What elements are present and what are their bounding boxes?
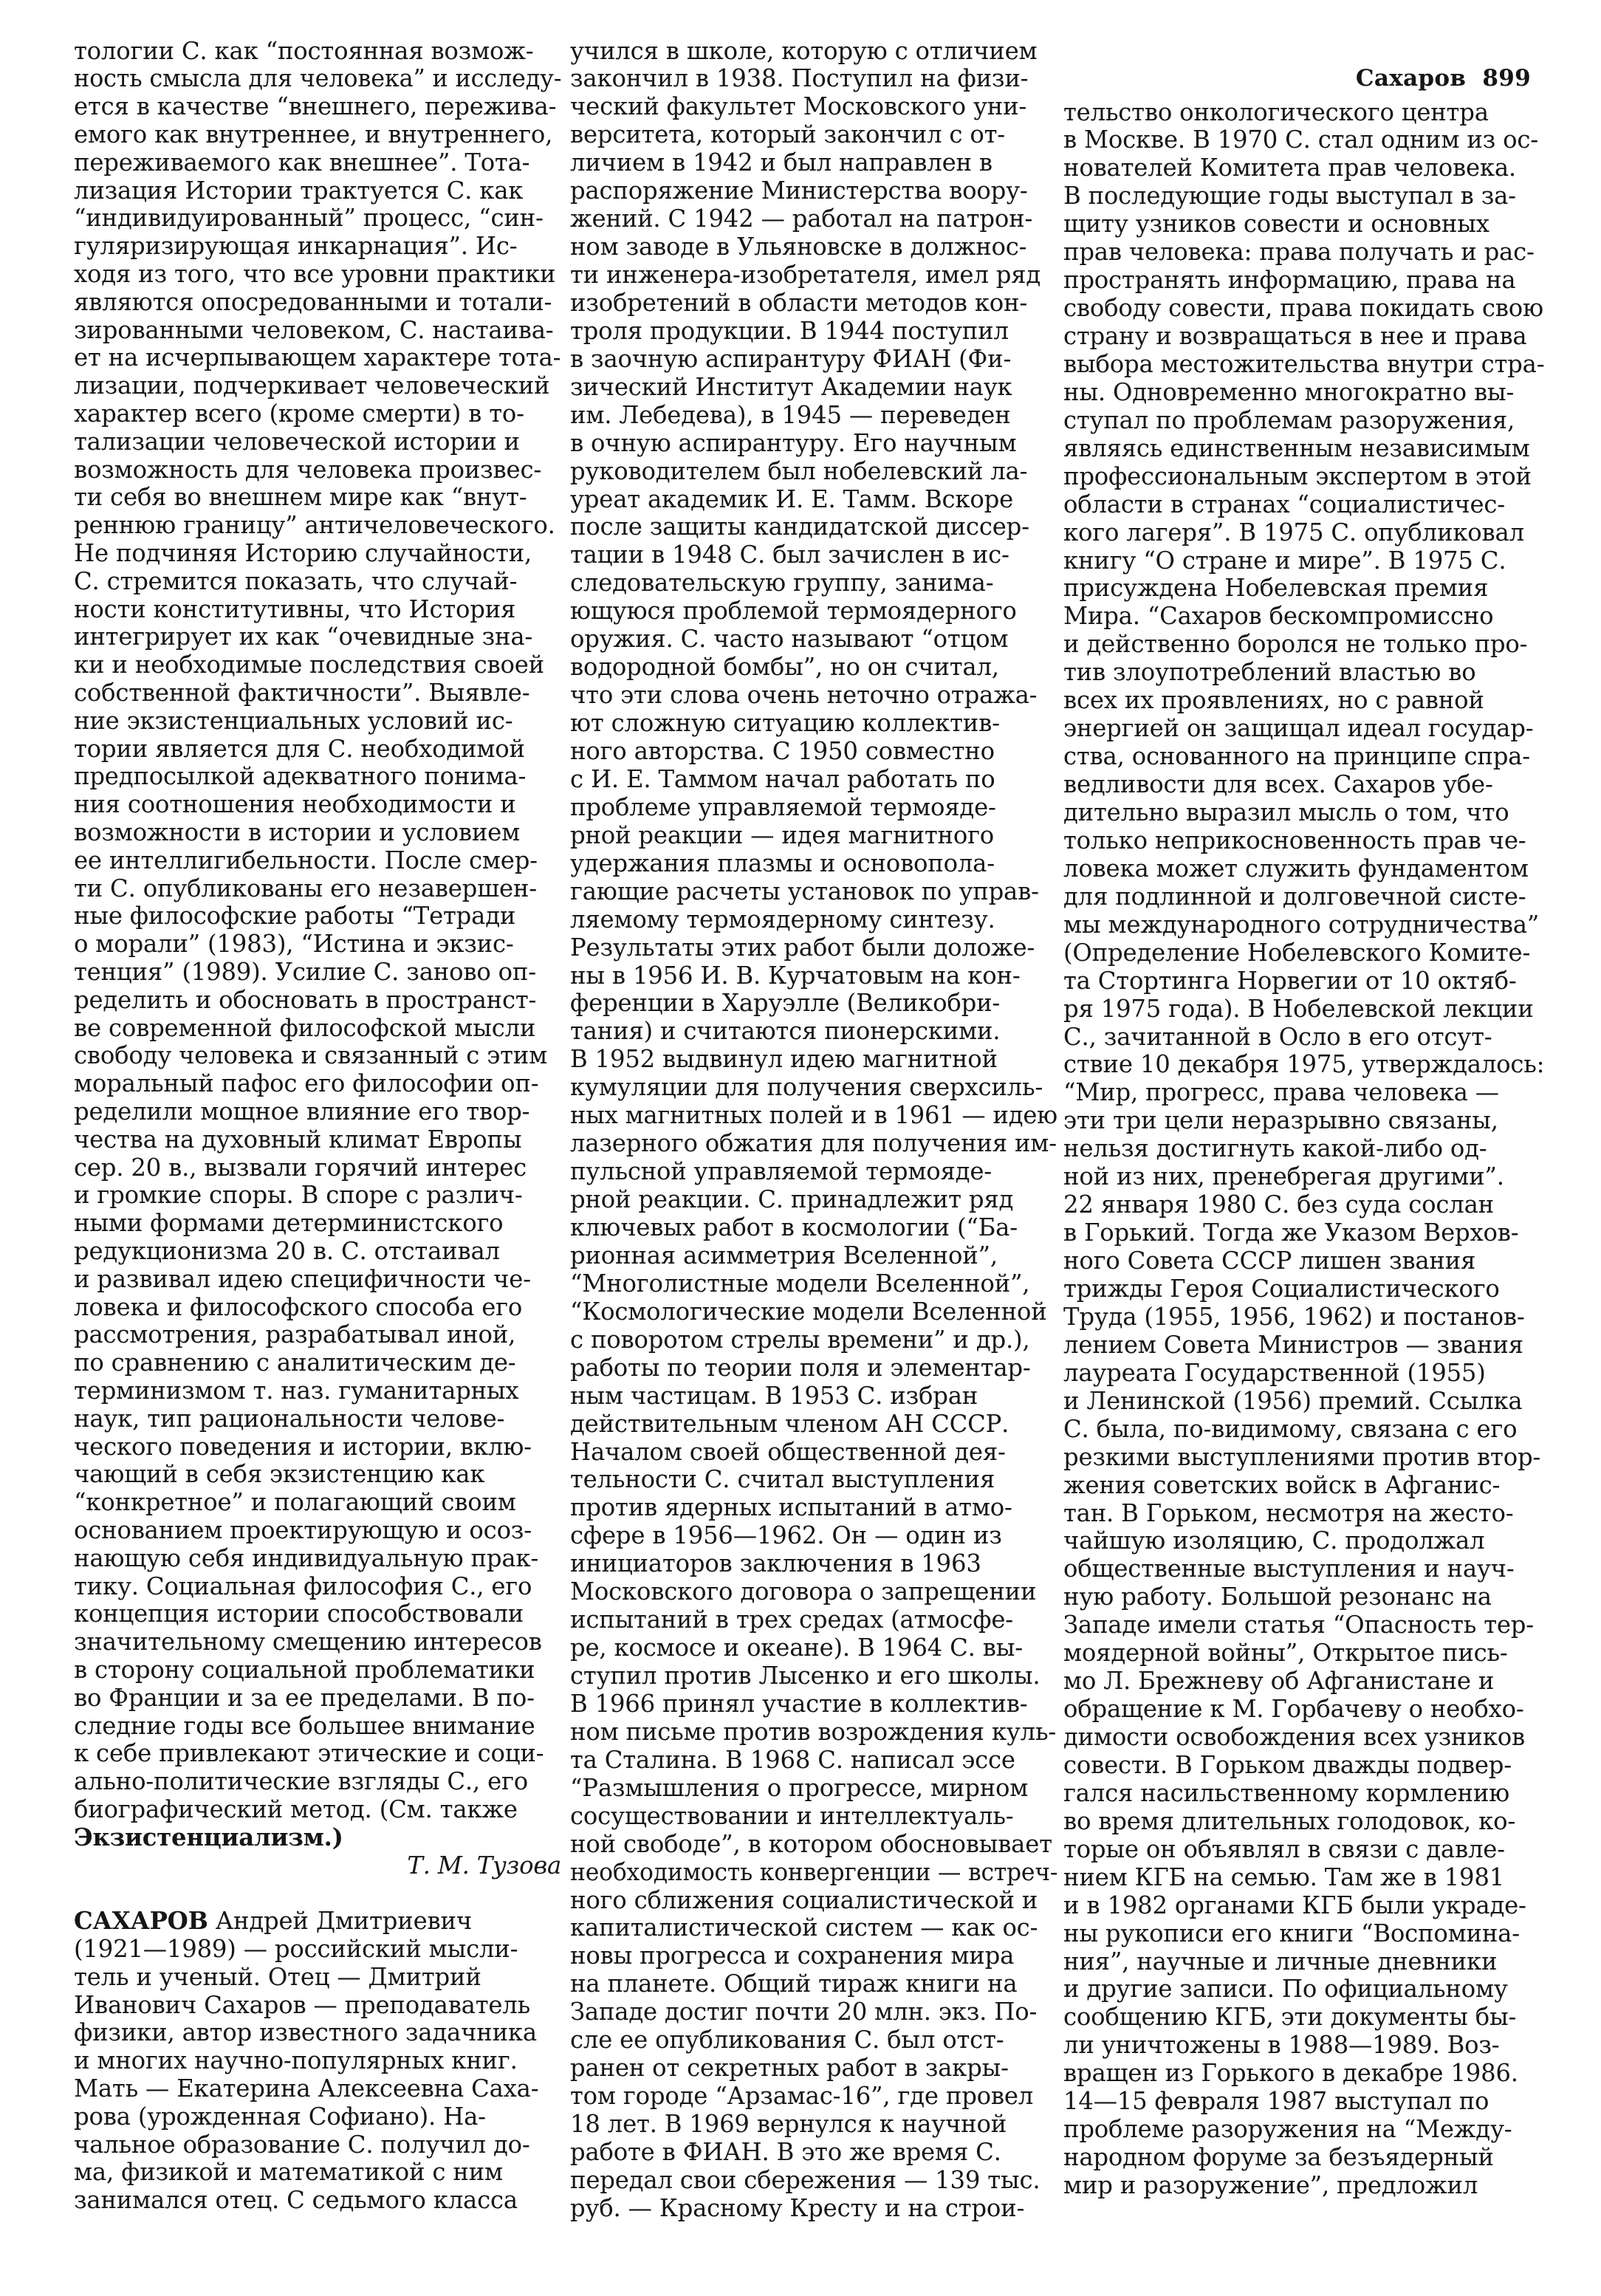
text-line: новы прогресса и сохранения мира [570, 1942, 1015, 1970]
text-line: с поворотом стрелы времени” и др.), [570, 1325, 1030, 1354]
text-line: вращен из Горького в декабре 1986. [1063, 2059, 1518, 2088]
text-line: ны. Одновременно многократно вы- [1063, 377, 1515, 406]
text-line: ступил против Лысенко и его школы. [570, 1662, 1041, 1690]
text-line: тории является для С. необходимой [74, 734, 525, 763]
text-line: тализации человеческой истории и [74, 427, 520, 456]
text-line: интегрирует их как “очевидные зна- [74, 623, 533, 651]
text-line: совести. В Горьком дважды подвер- [1063, 1750, 1512, 1779]
text-line: действительным членом АН СССР. [570, 1409, 1009, 1438]
text-line: оружия. С. часто называют “отцом [570, 625, 1009, 654]
text-line: резкими выступлениями против втор- [1063, 1442, 1541, 1471]
text-line: руководителем был нобелевский ла- [570, 456, 1028, 485]
text-line: ре, космосе и океане). В 1964 С. вы- [570, 1634, 1023, 1662]
text-line: ти инженера-изобретателя, имел ряд [570, 261, 1041, 289]
text-line: страну и возвращаться в нее и права [1063, 322, 1527, 351]
text-line: возможности в истории и условием [74, 818, 520, 846]
text-line: тан. В Горьком, несмотря на жесто- [1063, 1498, 1514, 1527]
text-line: лением Совета Министров — звания [1063, 1330, 1523, 1359]
text-line: “Мир, прогресс, права человека — [1063, 1078, 1499, 1107]
text-line: в сторону социальной проблематики [74, 1655, 535, 1684]
text-line: Иванович Сахаров — преподаватель [74, 1990, 531, 2019]
text-line: Результаты этих работ были доложе- [570, 933, 1035, 962]
text-line: (1921—1989) — российский мысли- [74, 1934, 518, 1963]
text-line: после защиты кандидатской диссер- [570, 513, 1029, 541]
text-line: ет на исчерпывающем характере тота- [74, 343, 561, 372]
text-line: ной свободе”, в котором обосновывает [570, 1829, 1052, 1858]
text-line: следовательскую группу, занима- [570, 569, 994, 597]
text-line: ния”, научные и личные дневники [1063, 1947, 1498, 1975]
text-line: обращение к М. Горбачеву о необхо- [1063, 1695, 1524, 1724]
text-line: свободу совести, права покидать свою [1063, 294, 1543, 323]
text-line: тации в 1948 С. был зачислен в ис- [570, 541, 1009, 569]
text-line: наук, тип рациональности челове- [74, 1404, 505, 1433]
text-line: Т. М. Тузова [407, 1851, 561, 1879]
text-line: предпосылкой адекватного понима- [74, 762, 527, 791]
text-line: ранен от секретных работ в закры- [570, 2054, 1009, 2083]
text-line: водородной бомбы”, но он считал, [570, 653, 999, 682]
text-line: мир и разоружение”, предложил [1063, 2171, 1478, 2200]
text-line: народном форуме за безъядерный [1063, 2143, 1494, 2172]
text-line: ного сближения социалистической и [570, 1885, 1038, 1914]
text-line: ства, основанного на принципе спра- [1063, 742, 1530, 771]
text-line: прав человека: права получать и рас- [1063, 238, 1535, 267]
text-line: В последующие годы выступал в за- [1063, 182, 1516, 210]
text-line: ти себя во внешнем мире как “внут- [74, 483, 527, 512]
text-line: пульсной управляемой термояде- [570, 1157, 992, 1186]
text-line: работы по теории поля и элементар- [570, 1353, 1031, 1382]
text-line: ны рукописи его книги “Воспомина- [1063, 1919, 1520, 1947]
text-line: лазерного обжатия для получения им- [570, 1129, 1057, 1158]
text-line: ным частицам. В 1953 С. избран [570, 1381, 978, 1410]
text-line: трижды Героя Социалистического [1063, 1274, 1500, 1303]
text-line: являясь единственным независимым [1063, 434, 1530, 462]
text-line: гуляризирующая инкарнация”. Ис- [74, 232, 518, 261]
text-line: ведливости для всех. Сахаров убе- [1063, 770, 1493, 799]
text-line: в Москве. В 1970 С. стал одним из ос- [1063, 126, 1538, 154]
text-line: и развивал идею специфичности че- [74, 1264, 531, 1293]
text-line: Мать — Екатерина Алексеевна Саха- [74, 2074, 539, 2103]
text-line: тологии С. как “постоянная возмож- [74, 36, 534, 65]
text-line: ных магнитных полей и в 1961 — идею [570, 1101, 1057, 1130]
text-line: уреат академик И. Е. Тамм. Вскоре [570, 484, 1013, 513]
text-line: ределили мощное влияние его твор- [74, 1097, 530, 1125]
text-line: и многих научно-популярных книг. [74, 2046, 518, 2075]
text-line: чества на духовный климат Европы [74, 1125, 522, 1154]
text-line: щиту узников совести и основных [1063, 210, 1489, 239]
text-line: жения советских войск в Афганис- [1063, 1470, 1501, 1499]
text-line: Началом своей общественной дея- [570, 1437, 1006, 1466]
text-line: емого как внутреннее, и внутреннего, [74, 120, 553, 148]
text-line: рной реакции — идея магнитного [570, 820, 995, 849]
text-line: биографический метод. (См. также [74, 1795, 518, 1823]
text-line: “Размышления о прогрессе, мирном [570, 1773, 1029, 1802]
text-line: В 1966 принял участие в коллектив- [570, 1689, 1028, 1718]
text-line: ференции в Харуэлле (Великобри- [570, 989, 1001, 1018]
text-line: свободу человека и связанный с этим [74, 1041, 548, 1070]
text-line: нователей Комитета прав человека. [1063, 154, 1517, 182]
text-line: сфере в 1956—1962. Он — один из [570, 1521, 1002, 1550]
text-line: ходя из того, что все уровни практики [74, 259, 556, 288]
text-line: проблеме разоружения на “Между- [1063, 2115, 1512, 2144]
text-line: ки и необходимые последствия своей [74, 651, 545, 679]
text-line: только неприкосновенность прав че- [1063, 826, 1526, 854]
text-line: зический Институт Академии наук [570, 372, 1012, 401]
text-line: кумуляции для получения сверхсиль- [570, 1073, 1043, 1102]
entry-headword: САХАРОВ [74, 1907, 208, 1936]
text-line: в очную аспирантуру. Его научным [570, 428, 1017, 457]
text-line: ма, физикой и математикой с ним [74, 2158, 503, 2187]
text-line: против ядерных испытаний в атмо- [570, 1493, 1012, 1522]
text-line: ве современной философской мысли [74, 1013, 536, 1042]
text-line: рионная асимметрия Вселенной”, [570, 1241, 998, 1269]
text-line: ли уничтожены в 1988—1989. Воз- [1063, 2031, 1500, 2060]
text-line: занимался отец. С седьмого класса [74, 2186, 518, 2215]
text-line: лизация Истории трактуется С. как [74, 176, 524, 205]
text-line: ющуюся проблемой термоядерного [570, 597, 1017, 626]
text-line: сер. 20 в., вызвали горячий интерес [74, 1153, 527, 1182]
text-line: во время длительных голодовок, ко- [1063, 1806, 1516, 1835]
text-line: и в 1982 органами КГБ были украде- [1063, 1891, 1526, 1919]
text-line: возможность для человека произвес- [74, 455, 542, 484]
text-line: та Сталина. В 1968 С. написал эссе [570, 1745, 1015, 1774]
text-line: ловека может служить фундаментом [1063, 854, 1529, 883]
text-line: ные философские работы “Тетради [74, 902, 516, 931]
text-line: передал свои сбережения — 139 тыс. [570, 2165, 1041, 2194]
text-line: выбора местожительства внутри стра- [1063, 349, 1545, 378]
text-line: С., зачитанной в Осло в его отсут- [1063, 1022, 1492, 1051]
text-line: тель и ученый. Отец — Дмитрий [74, 1962, 481, 1991]
text-line: области в странах “социалистичес- [1063, 490, 1505, 518]
text-line: ной из них, пренебрегая другими”. [1063, 1162, 1504, 1191]
text-line: и громкие споры. В споре с различ- [74, 1181, 523, 1210]
text-line: ного Совета СССР лишен звания [1063, 1247, 1476, 1275]
text-line: ступал по проблемам разоружения, [1063, 405, 1515, 434]
text-line: ределить и обосновать в пространст- [74, 985, 537, 1014]
text-line: “Космологические модели Вселенной [570, 1297, 1047, 1326]
text-line: ности конститутивны, что История [74, 594, 516, 623]
text-line: всех их проявлениях, но с равной [1063, 686, 1484, 715]
text-line: испытаний в трех средах (атмосфе- [570, 1606, 1013, 1634]
text-line: чальное образование С. получил до- [74, 2130, 530, 2159]
text-line: удержания плазмы и основопола- [570, 849, 995, 877]
text-line: капиталистической систем — как ос- [570, 1913, 1038, 1942]
text-line: кого лагеря”. В 1975 С. опубликовал [1063, 518, 1524, 546]
text-line: жений. С 1942 — работал на патрон- [570, 205, 1033, 233]
text-line: личием в 1942 и был направлен в [570, 148, 993, 177]
text-line: ключевых работ в космологии (“Ба- [570, 1213, 1018, 1241]
text-line: нающую себя индивидуальную прак- [74, 1543, 539, 1572]
text-line: тания) и считаются пионерскими. [570, 1017, 1001, 1046]
text-line: пространять информацию, права на [1063, 266, 1516, 295]
text-line: на планете. Общий тираж книги на [570, 1970, 1018, 1998]
text-line: ческий факультет Московского уни- [570, 92, 1027, 121]
text-line: нием КГБ на семью. Там же в 1981 [1063, 1862, 1505, 1891]
text-line: 18 лет. В 1969 вернулся к научной [570, 2110, 1007, 2139]
text-line: основанием проектирующую и осоз- [74, 1515, 532, 1544]
text-line: и Ленинской (1956) премий. Ссылка [1063, 1386, 1523, 1415]
text-line: “индивидуированный” процесс, “син- [74, 204, 544, 233]
text-line: в Горький. Тогда же Указом Верхов- [1063, 1219, 1519, 1247]
text-line: троля продукции. В 1944 поступил [570, 316, 1009, 345]
text-line: дительно выразил мысль о том, что [1063, 798, 1509, 826]
text-line: С. была, по-видимому, связана с его [1063, 1414, 1518, 1443]
text-line: общественные выступления и науч- [1063, 1555, 1515, 1583]
text-line: о морали” (1983), “Истина и экзис- [74, 930, 514, 959]
text-line: к себе привлекают этические и соци- [74, 1739, 544, 1768]
text-line: гающие расчеты установок по управ- [570, 877, 1039, 905]
text-line: концепция истории способствовали [74, 1600, 524, 1628]
text-line: сообщению КГБ, эти документы бы- [1063, 2003, 1517, 2032]
text-line: моральный пафос его философии оп- [74, 1069, 539, 1098]
text-line: ально-политические взгляды С., его [74, 1767, 528, 1796]
text-line: ность смысла для человека” и исследу- [74, 64, 562, 93]
text-line: ря 1975 года). В Нобелевской лекции [1063, 994, 1534, 1023]
text-line: инициаторов заключения в 1963 [570, 1549, 981, 1578]
page-number: 899 [1482, 65, 1531, 92]
text-line: Труда (1955, 1956, 1962) и постанов- [1063, 1302, 1525, 1331]
text-line: им. Лебедева), в 1945 — переведен [570, 400, 1011, 429]
text-line: собственной фактичности”. Выявле- [74, 678, 530, 707]
text-line: ют сложную ситуацию коллектив- [570, 709, 1000, 738]
text-line: чающий в себя экзистенцию как [74, 1460, 485, 1489]
text-line: распоряжение Министерства воору- [570, 177, 1028, 205]
running-head-title: Сахаров [1355, 65, 1467, 92]
text-line: характер всего (кроме смерти) в то- [74, 399, 524, 428]
text-line: рова (урожденная Софиано). На- [74, 2102, 486, 2131]
text-line: ствие 10 декабря 1975, утверждалось: [1063, 1050, 1545, 1079]
text-line: (Определение Нобелевского Комите- [1063, 938, 1531, 967]
text-line: сле ее опубликования С. был отст- [570, 2026, 1004, 2055]
text-line: чайшую изоляцию, С. продолжал [1063, 1526, 1485, 1555]
text-line: мо Л. Брежневу об Афганистане и [1063, 1667, 1495, 1696]
text-line: и действенно боролся не только про- [1063, 630, 1528, 659]
text-line: эти три цели неразрывно связаны, [1063, 1106, 1498, 1135]
text-line: тельности С. считал выступления [570, 1465, 995, 1494]
text-line: В 1952 выдвинул идею магнитной [570, 1045, 998, 1074]
text-line: тив злоупотреблений властью во [1063, 658, 1476, 687]
text-line: тенция” (1989). Усилие С. заново оп- [74, 957, 536, 986]
text-line: во Франции и за ее пределами. В по- [74, 1683, 535, 1712]
text-line: моядерной войны”, Открытое пись- [1063, 1639, 1508, 1668]
text-line: том городе “Арзамас-16”, где провел [570, 2082, 1034, 2111]
text-line: ном заводе в Ульяновске в должнос- [570, 233, 1027, 261]
text-line: необходимость конвергенции — встреч- [570, 1857, 1058, 1886]
text-line: физики, автор известного задачника [74, 2018, 537, 2047]
text-line: ными формами детерминистского [74, 1209, 504, 1238]
text-line: для подлинной и долговечной систе- [1063, 882, 1526, 911]
text-line: гался насильственному кормлению [1063, 1778, 1510, 1807]
text-line: Экзистенциализм.) [74, 1823, 343, 1851]
text-line: лизации, подчеркивает человеческий [74, 371, 550, 400]
text-line: и другие записи. По официальному [1063, 1975, 1508, 2004]
text-line: верситета, который закончил с от- [570, 120, 1006, 149]
text-line: Московского договора о запрещении [570, 1577, 1037, 1606]
text-line: ческого поведения и истории, вклю- [74, 1432, 532, 1461]
text-line: нельзя достигнуть какой-либо од- [1063, 1134, 1487, 1163]
text-line: реннюю границу” античеловеческого. [74, 511, 555, 540]
text-line: присуждена Нобелевская премия [1063, 574, 1489, 603]
entry-headword-line: САХАРОВ Андрей Дмитриевич [74, 1907, 472, 1936]
text-line: изобретений в области методов кон- [570, 288, 1028, 317]
text-line: редукционизма 20 в. С. отстаивал [74, 1236, 500, 1265]
text-line: димости освобождения всех узников [1063, 1723, 1525, 1752]
text-line: закончил в 1938. Поступил на физи- [570, 64, 1029, 93]
text-line: с И. Е. Таммом начал работать по [570, 764, 995, 793]
text-line: значительному смещению интересов [74, 1628, 542, 1656]
text-line: ном письме против возрождения куль- [570, 1717, 1057, 1746]
running-head [1356, 65, 1531, 92]
text-line: рной реакции. С. принадлежит ряд [570, 1185, 1014, 1214]
text-line: что эти слова очень неточно отража- [570, 681, 1038, 710]
text-line: ти С. опубликованы его незавершен- [74, 874, 537, 902]
text-line: “конкретное” и полагающий своим [74, 1488, 516, 1517]
text-line: ного авторства. С 1950 совместно [570, 737, 995, 765]
text-line: лауреата Государственной (1955) [1063, 1358, 1486, 1387]
text-line: ние экзистенциальных условий ис- [74, 706, 513, 735]
text-line: ее интеллигибельности. После смер- [74, 846, 538, 874]
text-line: проблеме управляемой термояде- [570, 792, 996, 821]
text-line: Мира. “Сахаров бескомпромиссно [1063, 602, 1494, 631]
text-line: по сравнению с аналитическим де- [74, 1349, 516, 1377]
text-line: являются опосредованными и тотали- [74, 287, 552, 316]
text-line: Западе достиг почти 20 млн. экз. По- [570, 1998, 1038, 2026]
text-line: мы международного сотрудничества” [1063, 910, 1540, 939]
text-line: сосуществовании и интеллектуаль- [570, 1801, 1014, 1830]
text-line: рассмотрения, разрабатывал иной, [74, 1320, 516, 1349]
text-line: в заочную аспирантуру ФИАН (Фи- [570, 344, 1012, 373]
text-line: книгу “О стране и мире”. В 1975 С. [1063, 546, 1506, 575]
text-line: тельство онкологического центра [1063, 97, 1489, 126]
text-line: терминизмом т. наз. гуманитарных [74, 1376, 519, 1405]
text-line: 14—15 февраля 1987 выступал по [1063, 2087, 1489, 2116]
text-line: 22 января 1980 С. без суда сослан [1063, 1190, 1494, 1219]
text-line: та Стортинга Норвегии от 10 октяб- [1063, 966, 1517, 995]
text-line: ловека и философского способа его [74, 1292, 523, 1321]
text-line: тику. Социальная философия С., его [74, 1572, 532, 1600]
text-line: Не подчиняя Историю случайности, [74, 538, 532, 567]
text-line: ны в 1956 И. В. Курчатовым на кон- [570, 961, 1021, 990]
text-line: ния соотношения необходимости и [74, 790, 516, 819]
text-line: Западе имели статья “Опасность тер- [1063, 1611, 1534, 1639]
text-line: переживаемого как внешнее”. Тота- [74, 148, 530, 177]
text-line: ется в качестве “внешнего, пережива- [74, 92, 557, 121]
text-line: энергией он защищал идеал государ- [1063, 714, 1534, 743]
text-line: профессиональным экспертом в этой [1063, 462, 1532, 490]
text-line: зированными человеком, С. настаива- [74, 315, 554, 344]
text-line: “Многолистные модели Вселенной”, [570, 1269, 1030, 1298]
text-line: следние годы все большее внимание [74, 1711, 535, 1740]
text-line: работе в ФИАН. В это же время С. [570, 2138, 1001, 2166]
text-line: С. стремится показать, что случай- [74, 566, 518, 595]
text-line: ную работу. Большой резонанс на [1063, 1583, 1492, 1611]
text-line: торые он объявлял в связи с давле- [1063, 1834, 1505, 1863]
text-line: ляемому термоядерному синтезу. [570, 905, 995, 933]
text-line: руб. — Красному Кресту и на строи- [570, 2193, 1025, 2222]
text-line: учился в школе, которую с отличием [570, 36, 1038, 65]
